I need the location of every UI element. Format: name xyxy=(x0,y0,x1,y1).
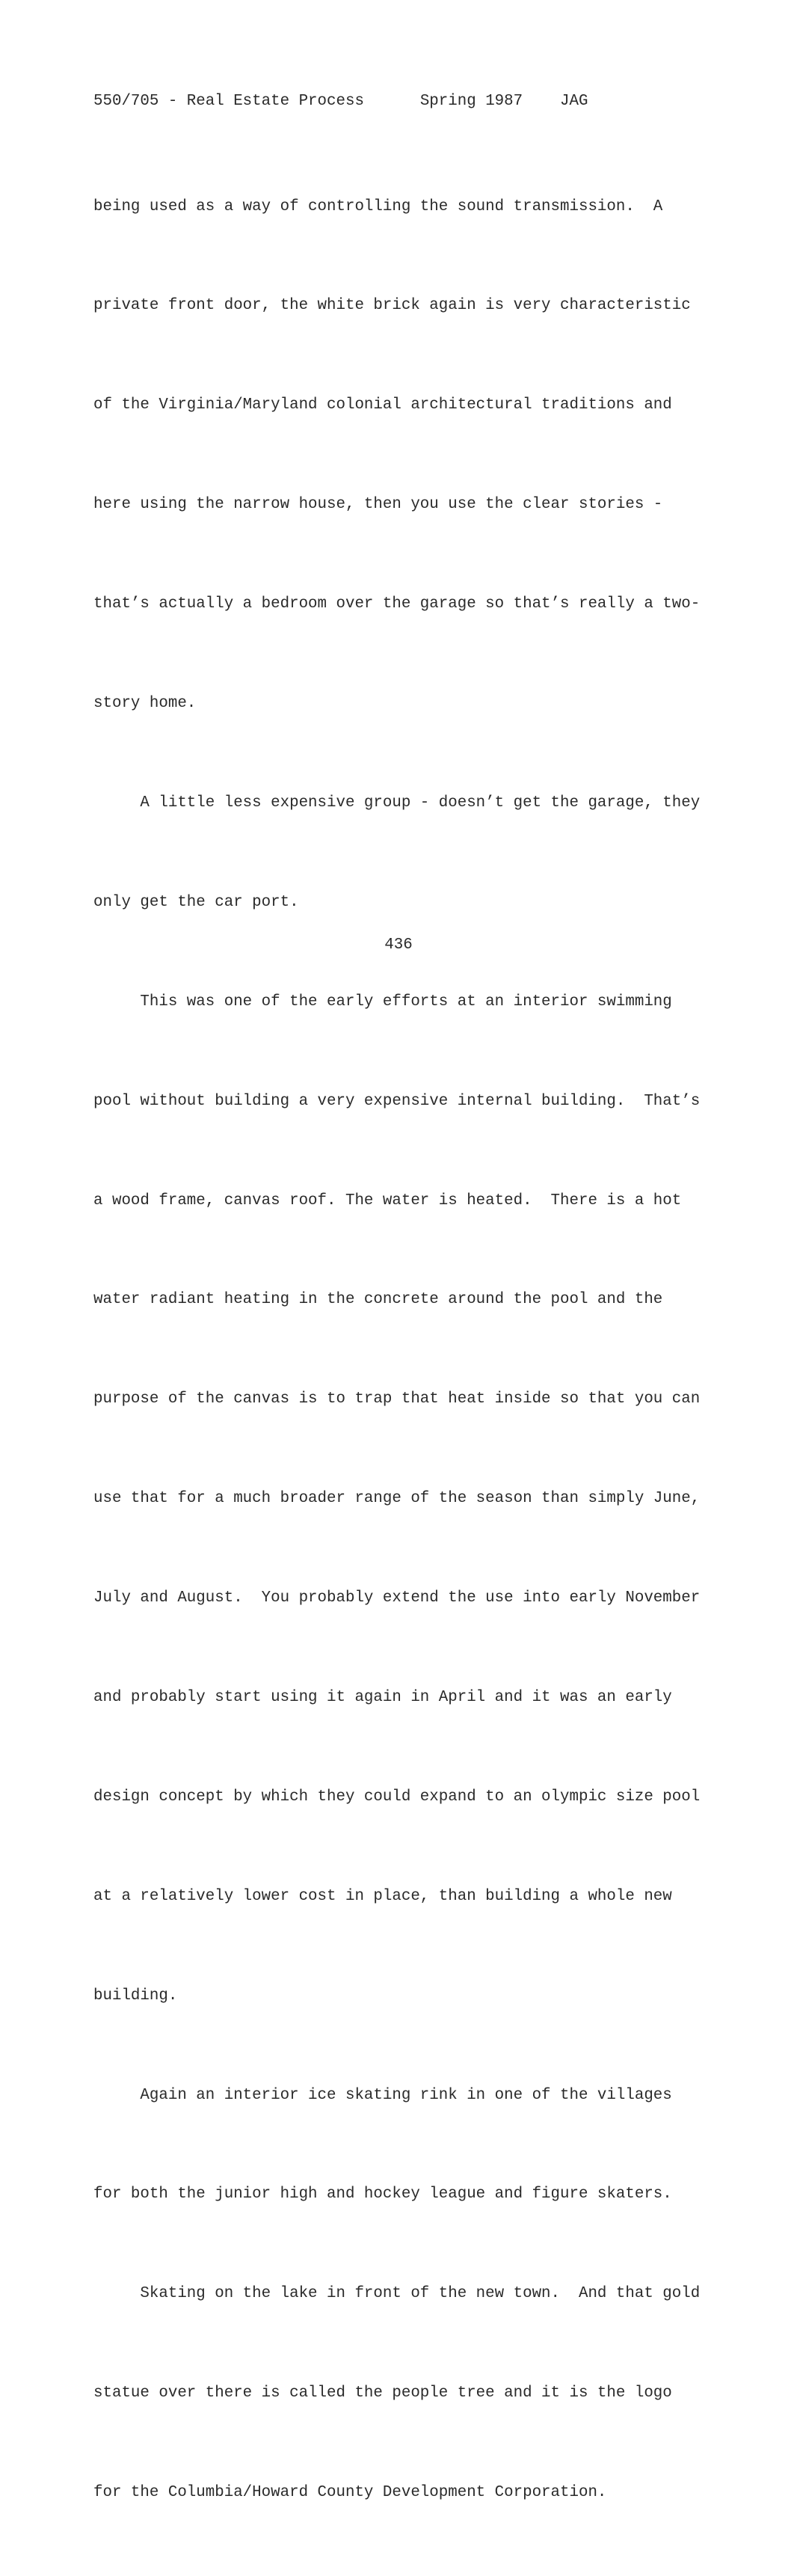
text-line: design concept by which they could expand to an olympic size pool xyxy=(93,1788,701,1806)
text-line: here using the narrow house, then you use the clear stories - xyxy=(93,496,663,514)
text-line: that’s actually a bedroom over the garage so that’s really a two- xyxy=(93,595,701,613)
text-line: pool without building a very expensive internal building. That’s xyxy=(93,1092,701,1110)
text-line: purpose of the canvas is to trap that heat inside so that you can xyxy=(93,1390,701,1408)
text-line: and probably start using it again in April and it was an early xyxy=(93,1688,672,1706)
text-line: July and August. You probably extend the use into early November xyxy=(93,1589,701,1607)
text-line: for both the junior high and hockey league and figure skaters. xyxy=(93,2186,672,2204)
text-line: building. xyxy=(93,1987,178,2005)
text-line: A little less expensive group - doesn’t get the garage, they xyxy=(93,794,701,812)
text-line: Again an interior ice skating rink in one of the villages xyxy=(93,2086,672,2104)
author-initials: JAG xyxy=(560,93,588,110)
text-line: statue over there is called the people tree and it is the logo xyxy=(93,2385,672,2402)
text-line: being used as a way of controlling the sound transmission. A xyxy=(93,197,663,215)
page-number: 436 xyxy=(384,936,413,954)
text-line: for the Columbia/Howard County Development Corporation. xyxy=(93,2484,607,2502)
text-line: at a relatively lower cost in place, than building a whole new xyxy=(93,1887,672,1905)
text-line: This was one of the early efforts at an interior swimming xyxy=(93,993,672,1011)
text-line: of the Virginia/Maryland colonial architectural traditions and xyxy=(93,396,672,414)
text-line: Skating on the lake in front of the new town. And that gold xyxy=(93,2285,701,2303)
course-title: 550/705 - Real Estate Process xyxy=(93,93,364,110)
text-line: only get the car port. xyxy=(93,893,299,911)
text-line: story home. xyxy=(93,695,197,713)
text-line: private front door, the white brick again is very characteristic xyxy=(93,297,691,315)
text-line: use that for a much broader range of the season than simply June, xyxy=(93,1490,701,1508)
text-line: water radiant heating in the concrete around the pool and the xyxy=(93,1291,663,1309)
text-line: a wood frame, canvas roof. The water is heated. There is a hot xyxy=(93,1192,682,1209)
page-header xyxy=(93,91,588,112)
term: Spring 1987 xyxy=(419,93,523,110)
transcript-body xyxy=(93,124,714,2576)
